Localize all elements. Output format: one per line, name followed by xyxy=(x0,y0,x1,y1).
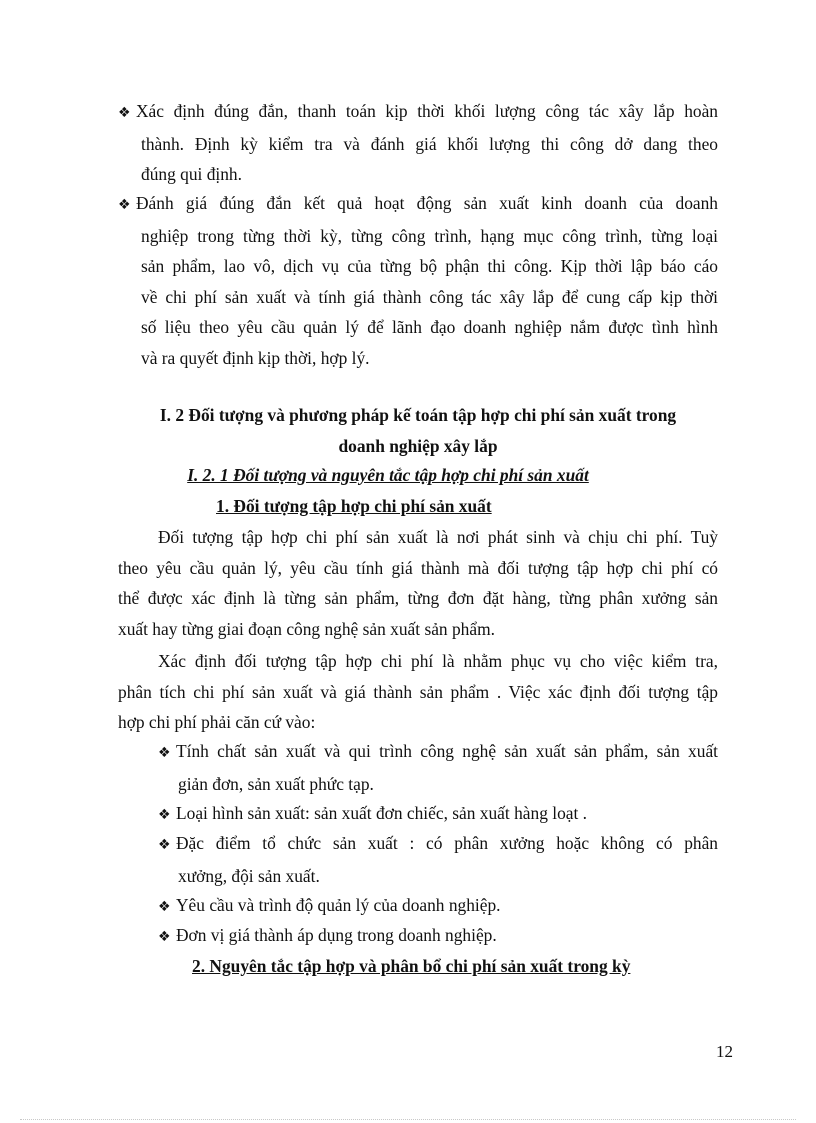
bullet-line: thành. Định kỳ kiểm tra và đánh giá khối lượng thi công dở dang theo xyxy=(141,133,718,154)
sub-bullet-item xyxy=(158,890,718,923)
diamond-bullet-icon: ❖ xyxy=(158,745,171,761)
bullet-line: và ra quyết định kịp thời, hợp lý. xyxy=(141,347,370,368)
diamond-bullet-icon: ❖ xyxy=(118,105,131,121)
paragraph-line: phân tích chi phí sản xuất và giá thành sản phẩm . Việc xác định đối tượng tập xyxy=(118,681,718,702)
bullet-item xyxy=(118,188,718,374)
section-heading xyxy=(118,400,718,462)
bullet-line: Yêu cầu và trình độ quản lý của doanh nghiệp. xyxy=(176,895,501,915)
paragraph-1 xyxy=(118,522,718,644)
sub-bullet-item xyxy=(158,736,718,799)
bullet-line: Tính chất sản xuất và qui trình công nghệ sản xuất sản phẩm, sản xuất xyxy=(176,741,718,761)
bullet-line: đúng qui định. xyxy=(141,164,242,185)
bullet-line: về chi phí sản xuất và tính giá thành công tác xây lắp để cung cấp kịp thời xyxy=(141,286,718,307)
page-divider xyxy=(20,1119,796,1120)
paragraph-line: Đối tượng tập hợp chi phí sản xuất là nơi phát sinh và chịu chi phí. Tuỳ xyxy=(158,527,718,547)
bullet-line: xưởng, đội sản xuất. xyxy=(178,865,320,886)
paragraph-line: hợp chi phí phải căn cứ vào: xyxy=(118,712,316,733)
section-heading-line2: doanh nghiệp xây lắp xyxy=(338,436,498,456)
bullet-item xyxy=(118,96,718,190)
paragraph-line: Xác định đối tượng tập hợp chi phí là nhằm phục vụ cho việc kiểm tra, xyxy=(158,651,718,671)
diamond-bullet-icon: ❖ xyxy=(158,807,171,823)
bullet-line: Đơn vị giá thành áp dụng trong doanh nghiệp. xyxy=(176,925,497,945)
paragraph-line: theo yêu cầu quản lý, yêu cầu tính giá thành mà đối tượng tập hợp chi phí có xyxy=(118,557,718,578)
bullet-line: giản đơn, sản xuất phức tạp. xyxy=(178,773,374,794)
page-number: 12 xyxy=(716,1042,733,1061)
paragraph-2 xyxy=(118,646,718,738)
paragraph-line: thể được xác định là từng sản phẩm, từng đơn đặt hàng, từng phân xưởng sản xyxy=(118,588,718,609)
section-heading-line1: I. 2 Đối tượng và phương pháp kế toán tập hợp chi phí sản xuất trong xyxy=(159,405,677,425)
sub-bullet-item xyxy=(158,920,718,953)
diamond-bullet-icon: ❖ xyxy=(158,899,171,915)
paragraph-line: xuất hay từng giai đoạn công nghệ sản xuất sản phẩm. xyxy=(118,618,495,639)
sub-bullet-item xyxy=(158,828,718,891)
bullet-line: Đặc điểm tổ chức sản xuất : có phân xưởng hoặc không có phân xyxy=(176,833,718,853)
sub-bullet-item xyxy=(158,798,718,831)
bullet-line: Xác định đúng đắn, thanh toán kịp thời khối lượng công tác xây lắp hoàn xyxy=(136,101,718,121)
bullet-line: nghiệp trong từng thời kỳ, từng công trình, hạng mục công trình, từng loại xyxy=(141,225,718,246)
bullet-line: Loại hình sản xuất: sản xuất đơn chiếc, sản xuất hàng loạt . xyxy=(176,803,588,823)
diamond-bullet-icon: ❖ xyxy=(158,929,171,945)
subsection-heading: I. 2. 1 Đối tượng và nguyên tắc tập hợp chi phí sản xuất xyxy=(187,465,589,485)
bullet-line: sản phẩm, lao vô, dịch vụ của từng bộ phận thi công. Kịp thời lập báo cáo xyxy=(141,256,718,277)
heading-principles: 2. Nguyên tắc tập hợp và phân bổ chi phí sản xuất trong kỳ xyxy=(192,956,631,976)
bullet-line: số liệu theo yêu cầu quản lý để lãnh đạo doanh nghiệp nắm được tình hình xyxy=(141,317,718,338)
diamond-bullet-icon: ❖ xyxy=(118,197,131,213)
heading-objects: 1. Đối tượng tập hợp chi phí sản xuất xyxy=(216,496,492,516)
diamond-bullet-icon: ❖ xyxy=(158,837,171,853)
bullet-line: Đánh giá đúng đắn kết quả hoạt động sản xuất kinh doanh của doanh xyxy=(136,193,718,213)
